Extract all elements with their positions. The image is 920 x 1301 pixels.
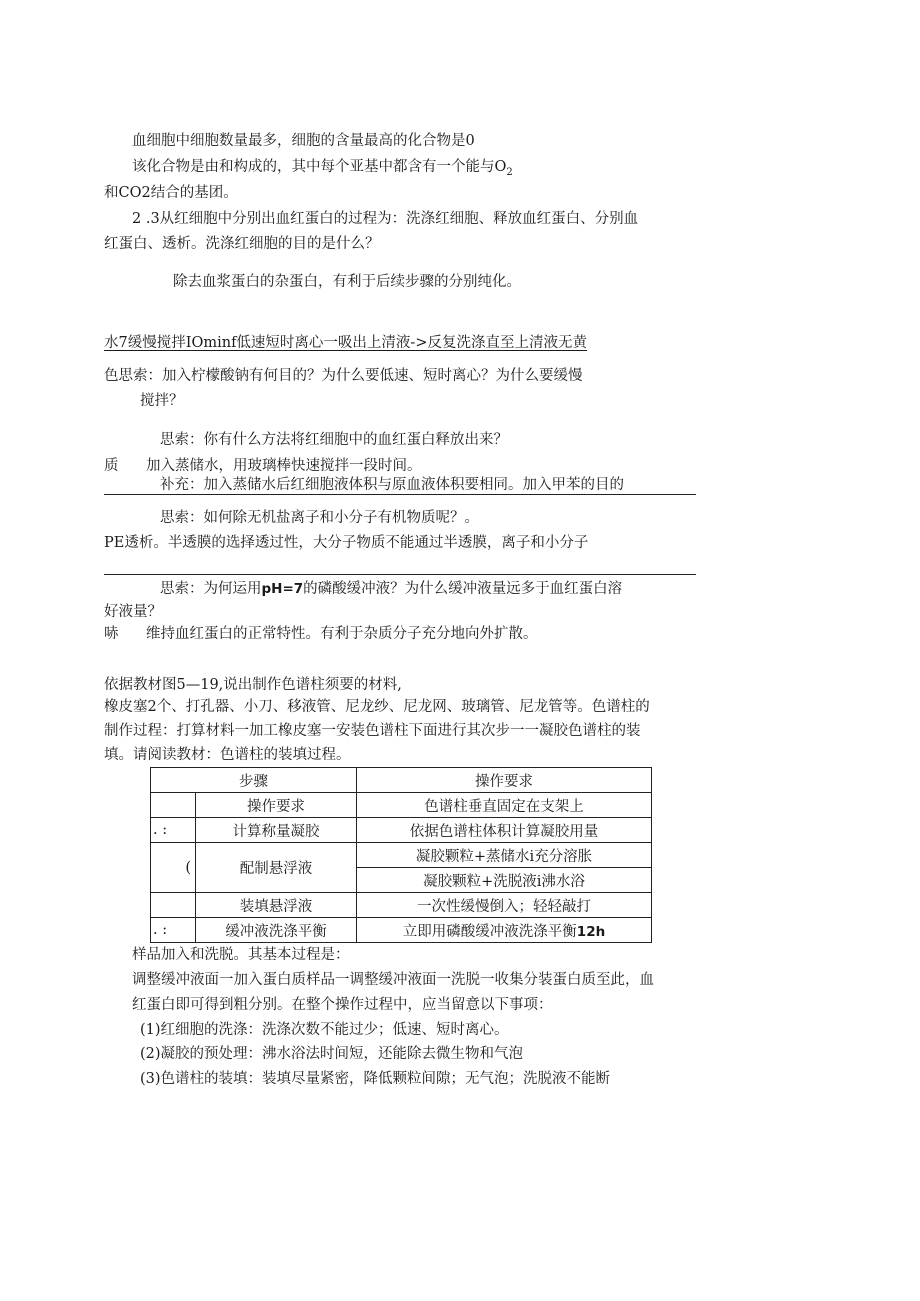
p4-line2: 橡皮塞2个、打孔器、小刀、移液管、尼龙纱、尼龙网、玻璃管、尼龙管等。色谱柱的: [104, 699, 650, 715]
table-row-requirement-bold: 12h: [576, 923, 606, 940]
table-header-step: 步骤: [151, 768, 357, 793]
p3-question1-prefix: 质: [104, 458, 119, 474]
p3-question3-line2: 好液量？: [104, 604, 162, 620]
p3-question3-ph: pH=7: [261, 581, 304, 597]
divider-line-2: [104, 574, 696, 575]
p3-underlined-process: 水7缓慢搅拌IOminf低速短时离心一吸出上清液->反复洗涤直至上清液无黄: [104, 335, 587, 351]
table-row: [151, 918, 652, 943]
p5-line3: 红蛋白即可得到粗分别。在整个操作过程中，应当留意以下事项：: [132, 997, 553, 1013]
p3-question1: 思索：你有什么方法将红细胞中的血红蛋白释放出来？: [160, 432, 508, 448]
p4-line1: 依据教材图5—19,说出制作色谱柱须要的材料,: [104, 677, 402, 693]
table-row: [151, 893, 652, 918]
table-row-requirement: 凝胶颗粒+蒸储水i充分溶胀: [357, 843, 652, 868]
table-header-row: [151, 768, 652, 793]
p3-question3-pre: 思索：为何运用: [160, 581, 262, 597]
p2-line2: 红蛋白、透析。洗涤红细胞的目的是什么？: [104, 236, 380, 252]
p1-line1: 血细胞中细胞数量最多，细胞的含量最高的化合物是0: [132, 133, 475, 149]
table-row-mark: [151, 893, 196, 918]
p5-note2: (2)凝胶的预处理：沸水浴法时间短，还能除去微生物和气泡: [140, 1046, 524, 1062]
p5-note1: (1)红细胞的洗涤：洗涤次数不能过少；低速、短时离心。: [140, 1022, 509, 1038]
table-row-mark: . :: [151, 918, 196, 943]
table-row-requirement: [357, 918, 652, 943]
p1-line2-sub: 2: [506, 166, 513, 178]
p4-line3: 制作过程：打算材料一加工橡皮塞一安装色谱柱下面进行其次步一一凝胶色谱柱的装: [104, 723, 641, 739]
p5-note3: (3)色谱柱的装填：装填尽量紧密，降低颗粒间隙；无气泡；洗脱液不能断: [140, 1071, 611, 1087]
p3-question3: [160, 579, 622, 599]
p1-line3: 和CO2结合的基团。: [104, 185, 238, 201]
p3-supplement: 补充：加入蒸储水后红细胞液体积与原血液体积要相同。加入甲苯的目的: [160, 477, 624, 493]
table-row-mark: . :: [151, 818, 196, 843]
p5-line2: 调整缓冲液面一加入蛋白质样品一调整缓冲液面一洗脱一收集分装蛋白质至此，血: [132, 972, 654, 988]
column-packing-table: [150, 767, 652, 943]
table-row-step: 操作要求: [196, 793, 357, 818]
table-row-step: 装填悬浮液: [196, 893, 357, 918]
table-row: [151, 793, 652, 818]
table-row: [151, 818, 652, 843]
p3-question2-answer: PE透析。半透膜的选择透过性，大分子物质不能通过半透膜，离子和小分子: [104, 535, 589, 551]
p3-question3-prefix: 哧: [104, 626, 119, 642]
table-row-mark: [151, 793, 196, 818]
table-row-step: 配制悬浮液: [196, 843, 357, 893]
p1-line2: [132, 157, 513, 183]
p2-answer: 除去血浆蛋白的杂蛋白，有利于后续步骤的分别纯化。: [173, 274, 521, 290]
p3-line2: 色思索：加入柠檬酸钠有何目的？为什么要低速、短时离心？为什么要缓慢: [104, 368, 583, 384]
table-row: [151, 843, 652, 868]
p3-question2: 思索：如何除无机盐离子和小分子有机物质呢？。: [160, 510, 479, 526]
p4-line4: 填。请阅读教材：色谱柱的装填过程。: [104, 747, 351, 763]
table-row-requirement-alt: 凝胶颗粒+洗脱液i沸水浴: [357, 868, 652, 893]
p2-line1: 2 .3从红细胞中分别出血红蛋白的过程为：洗涤红细胞、释放血红蛋白、分别血: [132, 211, 639, 227]
table-row-requirement: 色谱柱垂直固定在支架上: [357, 793, 652, 818]
p3-line3: 搅拌？: [140, 393, 184, 409]
p5-line1: 样品加入和洗脱。其基本过程是：: [132, 947, 350, 963]
p3-question1-answer: 加入蒸储水，用玻璃棒快速搅拌一段时间。: [146, 458, 422, 474]
table-row-mark: (: [151, 843, 196, 893]
table-row-requirement: 依据色谱柱体积计算凝胶用量: [357, 818, 652, 843]
table-row-requirement-pre: 立即用磷酸缓冲液洗涤平衡: [402, 923, 577, 940]
p3-question3-answer: 维持血红蛋白的正常特性。有利于杂质分子充分地向外扩散。: [146, 626, 538, 642]
table-row-requirement: 一次性缓慢倒入；轻轻敲打: [357, 893, 652, 918]
table-row-step: 计算称量凝胶: [196, 818, 357, 843]
table-row-step: 缓冲液洗涤平衡: [196, 918, 357, 943]
p3-question3-post: 的磷酸缓冲液？为什么缓冲液量远多于血红蛋白溶: [303, 581, 623, 597]
table-header-requirement: 操作要求: [357, 768, 652, 793]
p1-line2-text: 该化合物是由和构成的，其中每个亚基中都含有一个能与O: [132, 159, 507, 175]
divider-line-1: [104, 494, 696, 495]
